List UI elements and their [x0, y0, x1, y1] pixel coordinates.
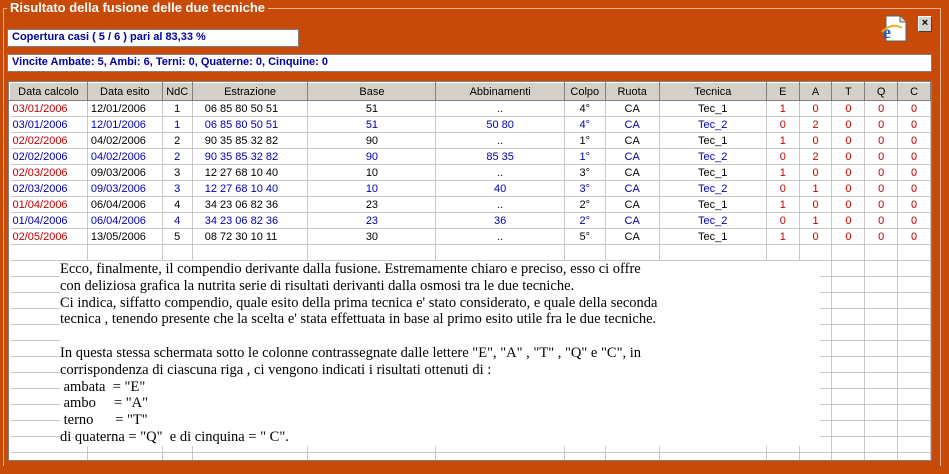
empty-row: [10, 245, 931, 261]
table-row[interactable]: [10, 149, 931, 165]
table-cell: 23: [308, 213, 436, 229]
table-cell: 02/05/2006: [10, 229, 88, 245]
table-cell: CA: [605, 197, 659, 213]
table-cell: Tec_2: [659, 149, 766, 165]
svg-text:e: e: [883, 22, 891, 42]
table-cell: 0: [799, 229, 832, 245]
table-cell: 1: [766, 229, 799, 245]
table-cell: 08 72 30 10 11: [192, 229, 308, 245]
table-cell: 0: [865, 149, 898, 165]
coverage-field: Copertura casi ( 5 / 6 ) pari al 83,33 %: [7, 29, 299, 47]
table-cell: 2: [162, 149, 192, 165]
table-cell: 3°: [564, 181, 605, 197]
table-cell: 02/03/2006: [10, 181, 88, 197]
table-cell: 0: [898, 133, 931, 149]
table-cell: 0: [766, 149, 799, 165]
table-cell: 0: [832, 181, 865, 197]
table-cell: 30: [308, 229, 436, 245]
table-cell: 01/04/2006: [10, 213, 88, 229]
table-cell: 4°: [564, 117, 605, 133]
table-cell: 1°: [564, 149, 605, 165]
table-cell: 1: [162, 101, 192, 117]
table-cell: 0: [865, 133, 898, 149]
table-cell: 0: [898, 197, 931, 213]
column-header[interactable]: Data calcolo: [10, 83, 88, 101]
table-cell: 90 35 85 32 82: [192, 149, 308, 165]
explanation-line: ambo = "A": [60, 395, 149, 412]
table-cell: 04/02/2006: [87, 149, 162, 165]
empty-row: [10, 453, 931, 462]
table-cell: 34 23 06 82 36: [192, 213, 308, 229]
table-cell: 51: [308, 101, 436, 117]
table-cell: 09/03/2006: [87, 181, 162, 197]
table-cell: Tec_1: [659, 101, 766, 117]
table-row[interactable]: [10, 229, 931, 245]
wins-field: Vincite Ambate: 5, Ambi: 6, Terni: 0, Quaterne: 0, Cinquine: 0: [7, 54, 932, 72]
table-cell: 2: [799, 149, 832, 165]
explanation-line: tecnica , tenendo presente che la scelta e' stata effettuata in base al primo esito utile fra le due tecniche.: [60, 311, 657, 328]
table-cell: 4: [162, 197, 192, 213]
table-cell: 1: [766, 197, 799, 213]
table-row[interactable]: [10, 213, 931, 229]
table-row[interactable]: [10, 181, 931, 197]
explanation-line: Ci indica, siffatto compendio, quale esito della prima tecnica e' stato considerato, e quale della seconda: [60, 294, 658, 311]
table-row[interactable]: [10, 117, 931, 133]
explanation-line: [60, 328, 820, 345]
table-row[interactable]: [10, 101, 931, 117]
column-header[interactable]: Tecnica: [659, 83, 766, 101]
table-row[interactable]: [10, 165, 931, 181]
table-cell: ..: [436, 197, 564, 213]
table-cell: CA: [605, 181, 659, 197]
table-cell: 0: [898, 165, 931, 181]
table-cell: CA: [605, 117, 659, 133]
table-cell: 03/01/2006: [10, 101, 88, 117]
table-cell: 40: [436, 181, 564, 197]
explanation-line: di quaterna = "Q" e di cinquina = " C".: [60, 428, 289, 445]
explanation-text: [60, 261, 820, 446]
table-cell: 90 35 85 32 82: [192, 133, 308, 149]
explanation-line: corrispondenza di ciascuna riga , ci vengono indicati i risultati ottenuti di :: [60, 361, 492, 378]
table-cell: CA: [605, 213, 659, 229]
table-cell: 0: [865, 117, 898, 133]
table-row[interactable]: [10, 133, 931, 149]
table-cell: 06/04/2006: [87, 213, 162, 229]
table-cell: CA: [605, 101, 659, 117]
close-icon: ×: [921, 17, 929, 29]
column-header[interactable]: Abbinamenti: [436, 83, 564, 101]
table-cell: CA: [605, 165, 659, 181]
table-cell: 3: [162, 181, 192, 197]
table-cell: 0: [898, 213, 931, 229]
table-cell: Tec_2: [659, 117, 766, 133]
table-cell: 2: [799, 117, 832, 133]
table-cell: 0: [832, 197, 865, 213]
table-cell: 2°: [564, 213, 605, 229]
explanation-line: ambata = "E": [60, 378, 146, 395]
table-cell: 85 35: [436, 149, 564, 165]
window-title: Risultato della fusione delle due tecniche: [7, 0, 268, 15]
table-cell: 0: [832, 229, 865, 245]
table-cell: 51: [308, 117, 436, 133]
table-cell: 12/01/2006: [87, 101, 162, 117]
table-cell: 1: [799, 213, 832, 229]
table-cell: 2: [162, 133, 192, 149]
table-cell: Tec_1: [659, 197, 766, 213]
table-cell: 06 85 80 50 51: [192, 117, 308, 133]
table-cell: 0: [898, 181, 931, 197]
table-cell: ..: [436, 229, 564, 245]
table-cell: 0: [832, 165, 865, 181]
table-cell: ..: [436, 101, 564, 117]
table-cell: 0: [832, 213, 865, 229]
explanation-line: con deliziosa grafica la nutrita serie di risultati derivanti dalla osmosi tra le due tecniche.: [60, 277, 575, 294]
table-cell: 0: [865, 213, 898, 229]
table-cell: ..: [436, 133, 564, 149]
table-cell: 1: [799, 181, 832, 197]
table-cell: 0: [799, 133, 832, 149]
table-cell: 12 27 68 10 40: [192, 165, 308, 181]
column-header[interactable]: Data esito: [87, 83, 162, 101]
table-cell: Tec_2: [659, 181, 766, 197]
column-header[interactable]: Base: [308, 83, 436, 101]
table-cell: 2°: [564, 197, 605, 213]
table-cell: 0: [766, 117, 799, 133]
table-cell: 5°: [564, 229, 605, 245]
table-cell: 1: [766, 133, 799, 149]
column-header[interactable]: T: [832, 83, 865, 101]
table-cell: Tec_1: [659, 133, 766, 149]
table-cell: 4°: [564, 101, 605, 117]
table-cell: 0: [832, 133, 865, 149]
table-cell: 06 85 80 50 51: [192, 101, 308, 117]
internet-explorer-page-icon[interactable]: [880, 14, 908, 42]
table-cell: 0: [865, 165, 898, 181]
column-header[interactable]: Ruota: [605, 83, 659, 101]
table-cell: 4: [162, 213, 192, 229]
table-cell: 1: [766, 165, 799, 181]
table-cell: 0: [865, 181, 898, 197]
table-cell: 04/02/2006: [87, 133, 162, 149]
explanation-line: terno = "T": [60, 412, 148, 429]
table-cell: CA: [605, 133, 659, 149]
table-cell: 0: [799, 165, 832, 181]
table-cell: 0: [865, 229, 898, 245]
table-cell: 0: [832, 117, 865, 133]
table-cell: CA: [605, 149, 659, 165]
table-cell: 12/01/2006: [87, 117, 162, 133]
table-row[interactable]: [10, 197, 931, 213]
table-cell: Tec_2: [659, 213, 766, 229]
table-cell: 0: [898, 229, 931, 245]
table-cell: 0: [865, 197, 898, 213]
table-cell: Tec_1: [659, 229, 766, 245]
table-cell: 34 23 06 82 36: [192, 197, 308, 213]
table-cell: 10: [308, 181, 436, 197]
table-cell: 0: [898, 117, 931, 133]
window-bottom-edge: [0, 466, 949, 474]
table-cell: 3°: [564, 165, 605, 181]
table-cell: 02/02/2006: [10, 149, 88, 165]
table-cell: 3: [162, 165, 192, 181]
table-cell: 90: [308, 149, 436, 165]
column-header[interactable]: Estrazione: [192, 83, 308, 101]
table-cell: 0: [898, 149, 931, 165]
table-cell: 0: [832, 101, 865, 117]
table-cell: 5: [162, 229, 192, 245]
table-cell: 0: [799, 101, 832, 117]
table-cell: 36: [436, 213, 564, 229]
table-cell: 12 27 68 10 40: [192, 181, 308, 197]
explanation-line: In questa stessa schermata sotto le colonne contrassegnate dalle lettere "E", "A" , "T" , "Q" e "C", in: [60, 344, 642, 361]
column-header[interactable]: E: [766, 83, 799, 101]
table-cell: 90: [308, 133, 436, 149]
column-header[interactable]: Q: [865, 83, 898, 101]
table-cell: 0: [898, 101, 931, 117]
table-cell: 1: [766, 101, 799, 117]
column-header[interactable]: C: [898, 83, 931, 101]
table-cell: CA: [605, 229, 659, 245]
column-header[interactable]: Colpo: [564, 83, 605, 101]
table-cell: 0: [832, 149, 865, 165]
column-header[interactable]: A: [799, 83, 832, 101]
table-cell: 10: [308, 165, 436, 181]
table-cell: Tec_1: [659, 165, 766, 181]
table-cell: 0: [766, 181, 799, 197]
table-cell: ..: [436, 165, 564, 181]
table-cell: 0: [766, 213, 799, 229]
table-cell: 1°: [564, 133, 605, 149]
table-cell: 1: [162, 117, 192, 133]
table-cell: 06/04/2006: [87, 197, 162, 213]
table-cell: 23: [308, 197, 436, 213]
table-cell: 0: [799, 197, 832, 213]
table-cell: 13/05/2006: [87, 229, 162, 245]
column-header[interactable]: NdC: [162, 83, 192, 101]
close-button[interactable]: [918, 16, 932, 32]
table-cell: 03/01/2006: [10, 117, 88, 133]
table-cell: 0: [865, 101, 898, 117]
table-cell: 02/02/2006: [10, 133, 88, 149]
table-cell: 01/04/2006: [10, 197, 88, 213]
table-header-row: [10, 83, 931, 101]
table-cell: 50 80: [436, 117, 564, 133]
table-cell: 09/03/2006: [87, 165, 162, 181]
explanation-line: Ecco, finalmente, il compendio derivante dalla fusione. Estremamente chiaro e preciso, esso ci offre: [60, 261, 641, 277]
table-cell: 02/03/2006: [10, 165, 88, 181]
